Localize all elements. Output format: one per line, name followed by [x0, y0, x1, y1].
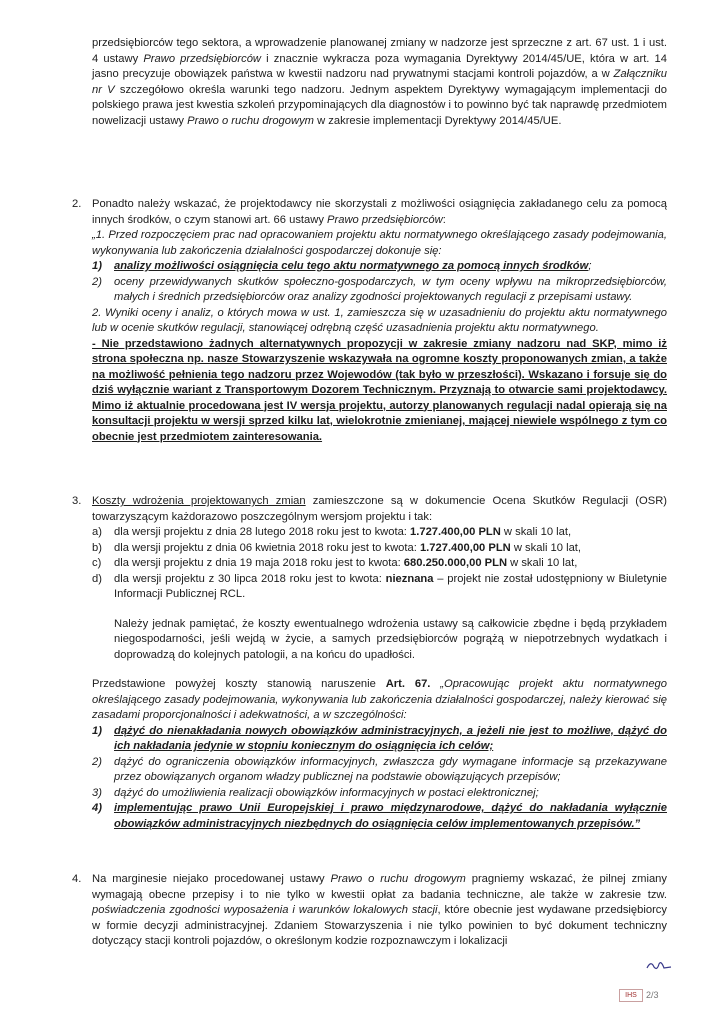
italic-text: Prawo przedsiębiorców: [143, 52, 262, 65]
text: pragniemy wskazać, że pilnej zmiany wymagają obecne przepisy i to nie tylko w kwestii opłat za badania techniczne, ale także w zakresie tzw.: [92, 873, 668, 901]
text: :: [442, 213, 446, 226]
article-list: [92, 724, 667, 833]
italic-text: poświadczenia zgodności wyposażenia i warunków lokalowych stacji: [92, 904, 438, 916]
article-list-item: [92, 801, 667, 832]
list-label: 2): [92, 275, 102, 288]
list-label: a): [92, 526, 102, 538]
list-item: [92, 572, 667, 603]
italic-text: Prawo przedsiębiorców: [327, 213, 443, 226]
text: , które obecnie jest wydawane przedsiębiorcy w formie decyzji administracyjnej. Zdaniem Stowarzyszenia i nie tylko powinien to być dokument techniczny dotyczący stacji kontroli pojazdów, o określonym kodzie rozpoznawczym i lokalizacji: [92, 904, 667, 947]
list-text: dążyć do nienakładania nowych obowiązków administracyjnych, a jeżeli nie jest to możliwe, dążyć do ich nakładania jedynie w stopniu koniecznym do osiągnięcia ich celów;: [114, 724, 667, 752]
quote-paragraph: 2. Wyniki oceny i analiz, o których mowa w ust. 1, zamieszcza się w uzasadnieniu do projektu aktu normatywnego lub w ocenie skutków regulacji, stanowiącej odrębną część uzasadnienia projektu aktu normatywnego.: [92, 306, 667, 334]
text: i znacznie wykracza poza wymagania Dyrektywy 2014/45/UE, która w art. 14 jasno precyzuje obowiązek państwa w kwestii nadzoru nad prywatnymi stacjami kontroli pojazdów, a w: [92, 52, 667, 80]
list-item: [92, 525, 667, 541]
list-label: c): [92, 557, 102, 569]
section-heading: Koszty wdrożenia projektowanych zmian: [92, 495, 306, 507]
list-text: implementując prawo Unii Europejskiej i prawo międzynarodowe, dążyć do nakładania wyłącznie obowiązków administracyjnych niezbędnych do osiągnięcia celów implementowanych przepisów.”: [114, 802, 667, 830]
bold-text: Art. 67.: [385, 678, 431, 690]
text: zamieszczone są w dokumencie Ocena Skutków Regulacji (OSR) towarzyszącym każdorazowo poszczególnym wersjom projektu i tak:: [92, 495, 667, 523]
intro-paragraph: [92, 36, 667, 129]
amount: nieznana: [385, 572, 434, 585]
list-label: b): [92, 541, 102, 554]
list-text: dążyć do umożliwienia realizacji obowiązków informacyjnych w postaci elektronicznej;: [114, 786, 539, 799]
list-item: [92, 541, 667, 557]
quote-list-item: [92, 275, 667, 306]
section-number: 2.: [72, 198, 82, 210]
italic-text: Prawo o ruchu drogowym: [187, 114, 314, 127]
list-label: d): [92, 572, 102, 585]
text: – projekt nie został udostępniony w Biuletynie Informacji Publicznej RCL.: [114, 572, 667, 600]
text: Przedstawione powyżej koszty stanowią naruszenie: [92, 678, 386, 690]
text: dla wersji projektu z dnia 19 maja 2018 roku jest to kwota:: [114, 557, 404, 569]
italic-text: „Opracowując projekt aktu normatywnego określającego zasady podejmowania, wykonywania lub zakończenia działalności gospodarczej, należy kierować się zasadami proporcjonalności i adekwatności, a w szczególności:: [92, 678, 667, 721]
italic-text: Załączniku nr V: [92, 68, 667, 96]
signature-mark: [645, 958, 673, 972]
text: w skali 10 lat,: [500, 526, 572, 538]
text: Na marginesie niejako procedowanej ustawy: [92, 873, 331, 885]
emphasized-paragraph: - Nie przedstawiono żadnych alternatywnych propozycji w zakresie zmiany nadzoru nad SKP, mimo iż strona społeczna np. nasze Stowarzyszenie wskazywała na ogromne koszty proponowanych zmian, a także na możliwość pełnienia tego nadzoru przez Wojewodów (tak było w przeszłości). Wskazano i forsuje się do dziś wyłącznie wariant z Transportowym Dozorem Technicznym. Przyznają to otwarcie sami projektodawcy. Mimo iż aktualnie procedowana jest IV wersja projektu, autorzy planowanych regulacji nadal opierają się na konsultacji projektu w wersji sprzed kilku lat, wielokrotnie zmienianej, mającej niewiele wspólnego z tym co obecnie jest przedmiotem zainteresowania.: [92, 337, 667, 443]
emphasized-text: analizy możliwości osiągnięcia celu tego aktu normatywnego za pomocą innych środków: [114, 260, 589, 272]
paragraph: Należy jednak pamiętać, że koszty ewentualnego wdrożenia ustawy są całkowicie zbędne i będą przykładem niegospodarności, jeśli wejdą w życie, a samych przedsiębiorców pogrążą w niepotrzebnych wydatkach i doprowadzą do kolejnych patologii, a na końcu do upadłości.: [114, 617, 667, 661]
section-3: [92, 494, 667, 832]
list-label: 4): [92, 802, 102, 814]
footer-logo: IHS: [619, 989, 643, 1002]
italic-text: Prawo o ruchu drogowym: [330, 873, 466, 885]
text: w skali 10 lat,: [507, 557, 578, 569]
text: dla wersji projektu z 30 lipca 2018 roku jest to kwota:: [114, 572, 386, 585]
section-4: [92, 872, 667, 950]
text: Ponadto należy wskazać, że projektodawcy nie skorzystali z możliwości osiągnięcia zakładanego celu za pomocą innych środków, o czym stanowi art. 66 ustawy: [92, 198, 667, 226]
list-text: dążyć do ograniczenia obowiązków informacyjnych, zwłaszcza gdy wymagane informacje są przekazywane przez obowiązanych organom władzy publicznej na podstawie obowiązujących przepisów;: [114, 755, 667, 783]
text: ;: [588, 260, 592, 272]
page-footer: [619, 988, 659, 1004]
page-number: 2/3: [646, 990, 659, 1000]
text: przedsiębiorców tego sektora, a wprowadzenie planowanej zmiany w nadzorze jest sprzeczne z art. 67 ust. 1 i ust. 4 ustawy: [92, 37, 667, 65]
list-label: 3): [92, 786, 102, 799]
amount: 680.250.000,00 PLN: [403, 557, 508, 569]
article-list-item: [92, 786, 667, 802]
quote-paragraph: „1. Przed rozpoczęciem prac nad opracowaniem projektu aktu normatywnego określającego zasady podejmowania, wykonywania lub zakończenia działalności gospodarczej dokonuje się:: [92, 229, 667, 257]
section-2: [92, 197, 667, 445]
list-label: 1): [92, 260, 102, 272]
text: w skali 10 lat,: [510, 541, 582, 554]
text: dla wersji projektu z dnia 28 lutego 2018 roku jest to kwota:: [114, 526, 411, 538]
cost-list: [92, 525, 667, 603]
text: w zakresie implementacji Dyrektywy 2014/45/UE.: [314, 114, 562, 127]
article-list-item: [92, 724, 667, 755]
section-number: 3.: [72, 495, 82, 507]
amount: 1.727.400,00 PLN: [419, 541, 511, 554]
text: szczegółowo określa warunki tego nadzoru. Jednym aspektem Dyrektywy wymagającym implementacji do polskiego prawa jest kwestia szkoleń przypominających dla diagnostów i to powinno być tak naprawdę przedmiotem nowelizacji ustawy: [92, 83, 667, 127]
text: dla wersji projektu z dnia 06 kwietnia 2018 roku jest to kwota:: [114, 541, 420, 554]
list-item: [92, 556, 667, 572]
article-list-item: [92, 755, 667, 786]
list-label: 2): [92, 755, 102, 768]
amount: 1.727.400,00 PLN: [410, 526, 501, 538]
quote-list-item: [92, 259, 667, 275]
section-number: 4.: [72, 873, 82, 885]
list-label: 1): [92, 724, 102, 737]
text: oceny przewidywanych skutków społeczno-gospodarczych, w tym oceny wpływu na mikroprzedsiębiorców, małych i średnich przedsiębiorców oraz analizy zgodności projektowanych regulacji z przepisami ustawy.: [114, 275, 667, 303]
